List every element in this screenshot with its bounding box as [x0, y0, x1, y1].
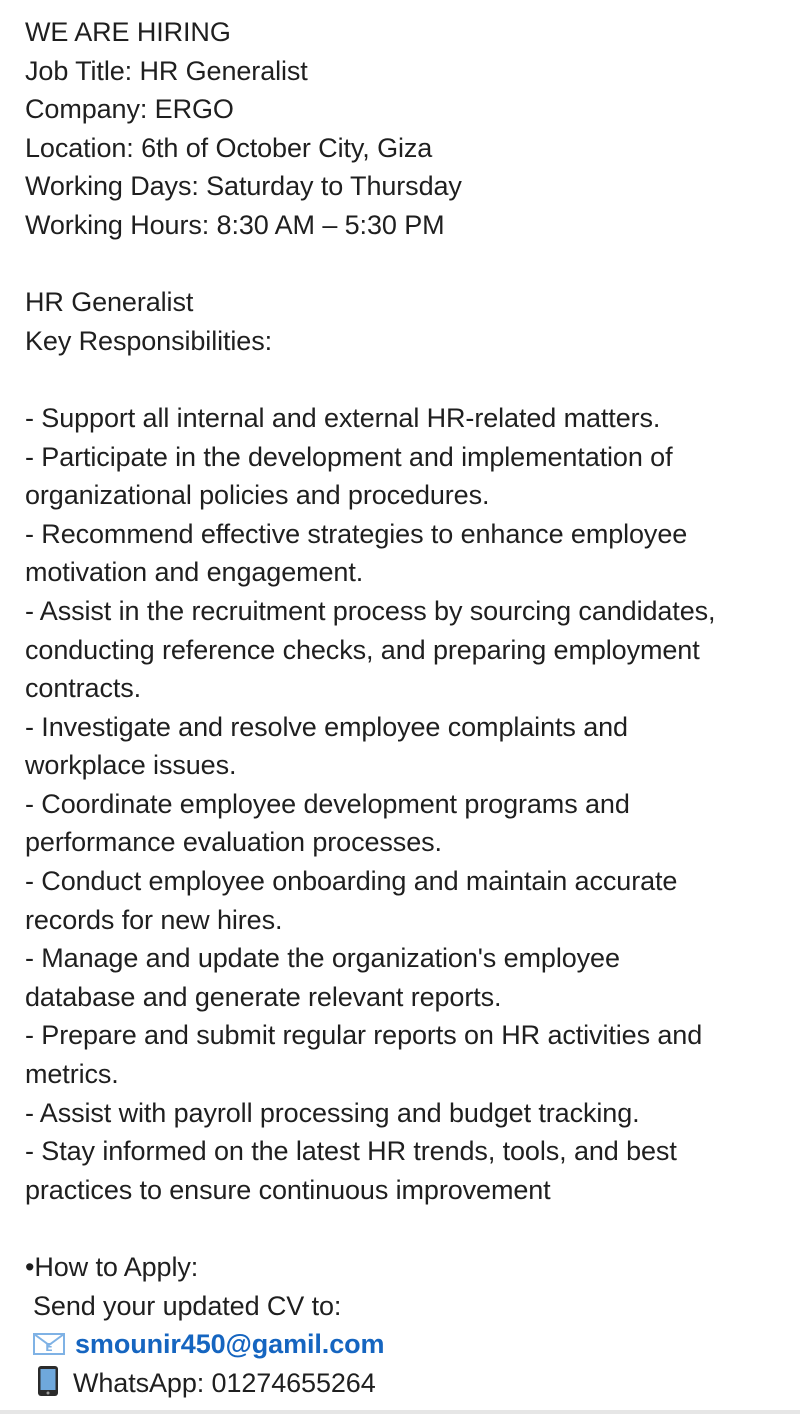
responsibility-item	[25, 438, 795, 515]
responsibility-line: - Participate in the development and implementation of	[25, 441, 673, 472]
responsibility-line: - Assist with payroll processing and budget tracking.	[25, 1097, 640, 1128]
email-line	[25, 1325, 795, 1364]
responsibility-line: motivation and engagement.	[25, 557, 364, 588]
responsibility-line: - Conduct employee onboarding and maintain accurate	[25, 866, 678, 897]
responsibility-item	[25, 399, 795, 438]
job-post	[25, 13, 795, 1402]
working-days: Working Days: Saturday to Thursday	[25, 171, 462, 202]
spacer	[25, 360, 795, 399]
responsibility-line: - Manage and update the organization's employee	[25, 943, 620, 974]
bottom-divider	[0, 1410, 800, 1414]
responsibility-line: - Assist in the recruitment process by sourcing candidates,	[25, 595, 716, 626]
role-name: HR Generalist	[25, 287, 194, 318]
company: Company: ERGO	[25, 94, 234, 125]
location: Location: 6th of October City, Giza	[25, 132, 433, 163]
envelope-icon	[33, 1333, 65, 1355]
responsibility-line: - Support all internal and external HR-related matters.	[25, 402, 661, 433]
responsibility-line: - Recommend effective strategies to enhance employee	[25, 518, 688, 549]
spacer	[25, 245, 795, 284]
responsibility-item	[25, 939, 795, 1016]
whatsapp-number: WhatsApp: 01274655264	[73, 1367, 376, 1398]
spacer	[25, 1209, 795, 1248]
responsibility-item	[25, 785, 795, 862]
how-to-apply-heading: •How to Apply:	[25, 1252, 199, 1282]
responsibility-line: organizational policies and procedures.	[25, 480, 490, 511]
whatsapp-line	[25, 1364, 795, 1403]
responsibility-item	[25, 862, 795, 939]
responsibility-item	[25, 515, 795, 592]
responsibility-item	[25, 1132, 795, 1209]
svg-text:E: E	[45, 1341, 53, 1355]
responsibility-item	[25, 592, 795, 708]
working-hours: Working Hours: 8:30 AM – 5:30 PM	[25, 209, 445, 240]
responsibility-line: records for new hires.	[25, 904, 283, 935]
responsibility-item	[25, 1094, 795, 1133]
responsibility-line: - Investigate and resolve employee complaints and	[25, 711, 628, 742]
responsibilities-list	[25, 399, 795, 1209]
responsibility-line: - Coordinate employee development programs and	[25, 788, 630, 819]
responsibility-line: workplace issues.	[25, 750, 237, 781]
responsibilities-heading: Key Responsibilities:	[25, 325, 273, 356]
responsibility-line: contracts.	[25, 673, 142, 704]
responsibility-line: conducting reference checks, and preparing employment	[25, 634, 700, 665]
responsibility-line: practices to ensure continuous improvement	[25, 1174, 551, 1205]
apply-instruction: Send your updated CV to:	[33, 1290, 342, 1321]
job-title: Job Title: HR Generalist	[25, 55, 308, 86]
responsibility-item	[25, 1016, 795, 1093]
responsibility-item	[25, 708, 795, 785]
hiring-banner: WE ARE HIRING	[25, 17, 231, 47]
responsibility-line: performance evaluation processes.	[25, 827, 442, 858]
mobile-phone-icon	[37, 1365, 59, 1397]
responsibility-line: metrics.	[25, 1059, 119, 1090]
responsibility-line: database and generate relevant reports.	[25, 981, 502, 1012]
email-link[interactable]: smounir450@gamil.com	[75, 1329, 385, 1360]
responsibility-line: - Stay informed on the latest HR trends, tools, and best	[25, 1136, 677, 1167]
responsibility-line: - Prepare and submit regular reports on HR activities and	[25, 1020, 703, 1051]
